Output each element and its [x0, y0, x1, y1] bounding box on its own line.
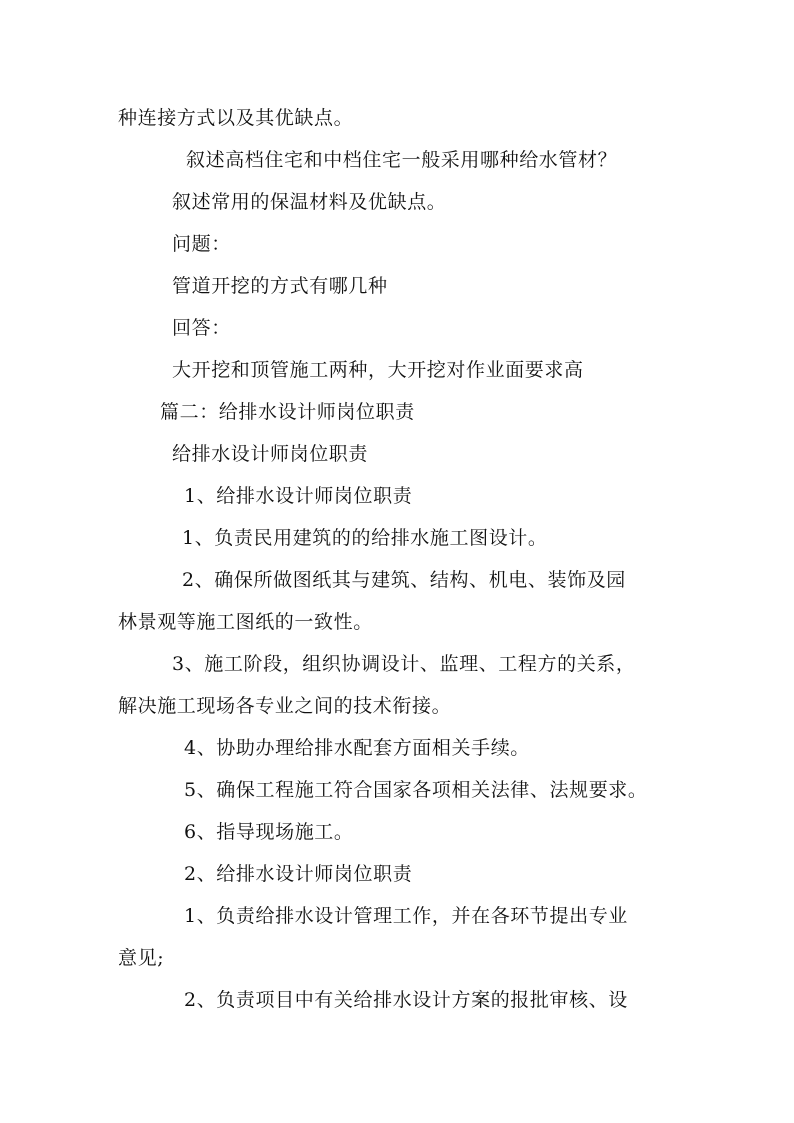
text-line-14: 3、施工阶段，组织协调设计、监理、工程方的关系，	[172, 653, 636, 675]
section-title: 给排水设计师岗位职责	[172, 443, 369, 465]
text-line-1: 种连接方式以及其优缺点。	[118, 107, 354, 129]
text-line-15: 解决施工现场各专业之间的技术衔接。	[118, 695, 452, 717]
text-line-2: 叙述高档住宅和中档住宅一般采用哪种给水管材？	[186, 149, 618, 171]
section-heading: 篇二：给排水设计师岗位职责	[160, 401, 415, 423]
text-line-3: 叙述常用的保温材料及优缺点。	[172, 191, 447, 213]
text-line-11: 1、负责民用建筑的的给排水施工图设计。	[182, 527, 548, 549]
text-line-20: 1、负责给排水设计管理工作，并在各环节提出专业	[184, 905, 628, 927]
text-line-16: 4、协助办理给排水配套方面相关手续。	[184, 737, 530, 759]
text-line-6: 回答：	[172, 317, 231, 339]
text-line-7: 大开挖和顶管施工两种，大开挖对作业面要求高	[172, 359, 584, 381]
text-line-17: 5、确保工程施工符合国家各项相关法律、法规要求。	[184, 779, 648, 801]
text-line-4: 问题：	[172, 233, 231, 255]
text-line-18: 6、指导现场施工。	[184, 821, 354, 843]
subsection-1: 1、给排水设计师岗位职责	[184, 485, 413, 507]
text-line-21: 意见;	[118, 947, 165, 969]
text-line-5: 管道开挖的方式有哪几种	[172, 275, 388, 297]
text-line-12: 2、确保所做图纸其与建筑、结构、机电、装饰及园	[182, 569, 626, 591]
text-line-13: 林景观等施工图纸的一致性。	[118, 611, 373, 633]
text-line-22: 2、负责项目中有关给排水设计方案的报批审核、设	[184, 989, 628, 1011]
subsection-2: 2、给排水设计师岗位职责	[184, 863, 413, 885]
